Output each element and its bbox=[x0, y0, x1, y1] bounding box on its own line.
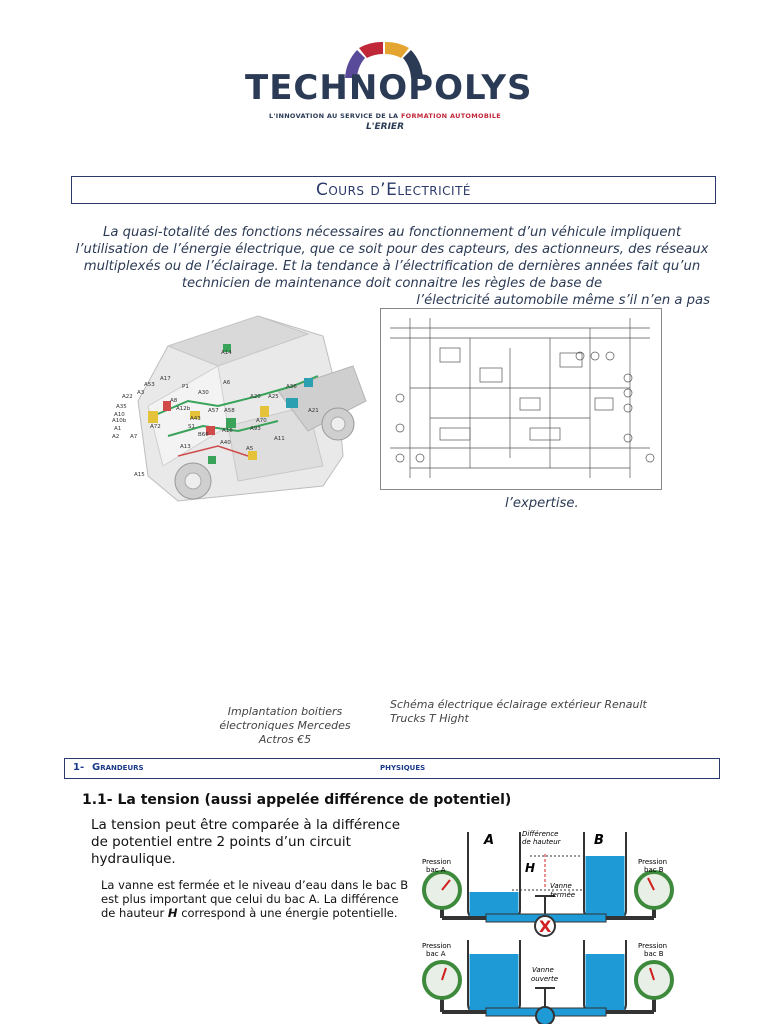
truck-icon bbox=[108, 306, 370, 506]
gauge-a-label: bac A bbox=[426, 866, 446, 874]
truck-label: A30 bbox=[198, 390, 209, 396]
truck-label: A70 bbox=[256, 418, 267, 424]
svg-text:X: X bbox=[539, 917, 552, 936]
valve-closed-label: Vanne bbox=[550, 882, 572, 890]
truck-label: A17 bbox=[160, 376, 171, 382]
logo-subtitle: L'ERIER bbox=[366, 122, 404, 132]
truck-label: A25 bbox=[268, 394, 279, 400]
truck-label: A72 bbox=[150, 424, 161, 430]
truck-label: A11 bbox=[274, 436, 285, 442]
truck-label: A5 bbox=[246, 446, 254, 452]
schematic-caption: Schéma électrique éclairage extérieur Renault Trucks T Hight bbox=[390, 698, 647, 725]
truck-label: A53 bbox=[144, 382, 155, 388]
truck-label: A43 bbox=[190, 416, 201, 422]
truck-label: A35 bbox=[116, 404, 127, 410]
h-label: H bbox=[525, 861, 536, 875]
truck-label: A12b bbox=[176, 406, 191, 412]
truck-label: A13 bbox=[180, 444, 191, 450]
gauge-b-label: bac B bbox=[644, 866, 664, 874]
gauge-b-label: bac B bbox=[644, 950, 664, 958]
truck-label: A93 bbox=[250, 426, 261, 432]
truck-label: A6 bbox=[223, 380, 231, 386]
intro-paragraph-tail: l’expertise. bbox=[505, 496, 579, 511]
section-number: 1- bbox=[73, 762, 85, 773]
truck-label: A57 bbox=[208, 408, 219, 414]
truck-label: A40 bbox=[220, 440, 231, 446]
truck-label: A10b bbox=[112, 418, 127, 424]
truck-label: A20 bbox=[250, 394, 261, 400]
truck-ecu-illustration bbox=[108, 306, 370, 506]
gauge-b-label: Pression bbox=[638, 858, 668, 866]
valve-open-label: Vanne bbox=[532, 966, 554, 974]
truck-label: A10 bbox=[114, 412, 125, 418]
truck-label: A8 bbox=[170, 398, 178, 404]
truck-label: A2 bbox=[112, 434, 120, 440]
logo-tagline: L'INNOVATION AU SERVICE DE LA FORMATION AUTOMOBILE bbox=[269, 112, 501, 120]
truck-label: B66 bbox=[198, 432, 209, 438]
truck-label: A36 bbox=[286, 384, 297, 390]
subsection-title: 1.1- La tension (aussi appelée différence de potentiel) bbox=[82, 792, 512, 808]
truck-label: S1 bbox=[188, 424, 195, 430]
section-title-word2: physiques bbox=[380, 762, 426, 773]
truck-label: A58 bbox=[224, 408, 235, 414]
truck-label: A1 bbox=[114, 426, 122, 432]
truck-caption: Implantation boitiers électroniques Mercedes Actros €5 bbox=[219, 705, 351, 746]
valve-closed-label: fermée bbox=[550, 891, 576, 899]
valve-open-label: ouverte bbox=[531, 975, 559, 983]
tension-paragraph: La tension peut être comparée à la différence de potentiel entre 2 points d’un circuit hydraulique. bbox=[91, 817, 401, 867]
hydraulic-diagram-icon bbox=[412, 826, 690, 1024]
gauge-a-label: Pression bbox=[422, 858, 452, 866]
section-heading bbox=[64, 758, 720, 779]
gauge-b-label: Pression bbox=[638, 942, 668, 950]
logo-wordmark: TECHNOPOLYS bbox=[245, 68, 533, 108]
truck-label: A22 bbox=[122, 394, 133, 400]
truck-label: A21 bbox=[308, 408, 319, 414]
gauge-a-label: bac A bbox=[426, 950, 446, 958]
page-title: Cours d’Electricité bbox=[71, 176, 716, 204]
truck-label: A14 bbox=[221, 350, 232, 356]
diff-label: Différence bbox=[522, 830, 559, 838]
intro-paragraph: La quasi-totalité des fonctions nécessaires au fonctionnement d’un véhicule impliquent l’utilisation de l’énergie électrique, que ce soit pour des capteurs, des actionneurs, des réseaux multiplexés ou de l’éclairage. Et la tendance à l’électrification de dernières années fait qu’un technicien de maintenance doit connaitre les règles de base de bbox=[75, 225, 709, 291]
tank-a-label: A bbox=[484, 833, 495, 848]
section-title-word1: Grandeurs bbox=[92, 762, 144, 773]
truck-label: A7 bbox=[130, 434, 138, 440]
intro-paragraph-end: l’électricité automobile même s’il n’en a pas bbox=[416, 293, 710, 308]
hydraulic-analogy-diagram bbox=[412, 826, 690, 1024]
wiring-schematic-illustration bbox=[380, 308, 662, 490]
truck-label: A16 bbox=[222, 428, 233, 434]
tank-b-label: B bbox=[594, 833, 604, 848]
truck-label: A15 bbox=[134, 472, 145, 478]
truck-label: P1 bbox=[182, 384, 189, 390]
truck-label: A3 bbox=[137, 390, 145, 396]
diff-label: de hauteur bbox=[522, 838, 561, 846]
valve-paragraph: La vanne est fermée et le niveau d’eau dans le bac B est plus important que celui du bac A. La différence de hauteur H correspond à une énergie potentielle. bbox=[101, 878, 409, 920]
gauge-a-label: Pression bbox=[422, 942, 452, 950]
schematic-icon bbox=[380, 308, 662, 490]
technopolys-logo bbox=[245, 40, 533, 140]
